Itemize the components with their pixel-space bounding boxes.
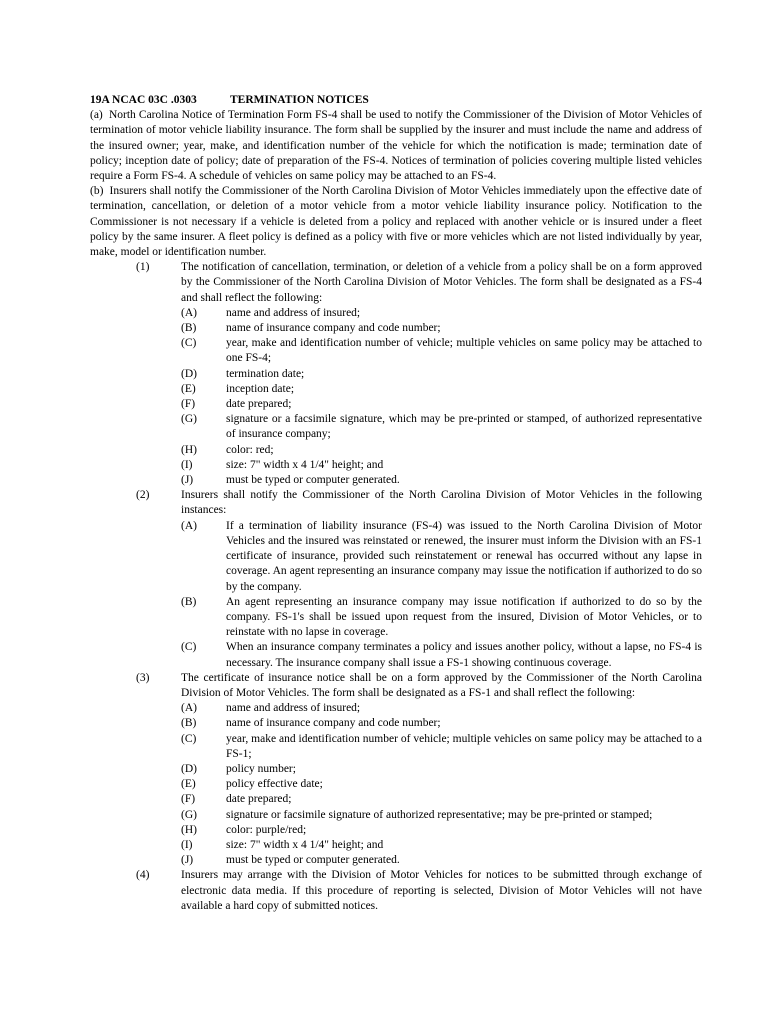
list-item-label: (2) <box>136 489 150 502</box>
sub-item-label: (D) <box>181 762 197 775</box>
sub-item-label: (E) <box>181 382 196 395</box>
sub-item <box>181 321 702 336</box>
sub-item <box>181 640 702 670</box>
sub-item-label: (A) <box>181 702 197 715</box>
sub-item-text: signature or a facsimile signature, which may be pre-printed or stamped, of authorized representative of insurance company; <box>226 413 702 441</box>
sub-item-label: (F) <box>181 793 196 806</box>
paragraph-a: (a) North Carolina Notice of Termination Form FS-4 shall be used to notify the Commissioner of the Division of Motor Vehicles of termination of motor vehicle liability insurance. The form shall be supplied by the insurer and must include the name and address of the insured owner; year, make, and identification number of the vehicle for which the notification is made; termination date of policy; inception date of policy; date of preparation of the FS-4. Notices of termination of policies covering multiple listed vehicles require a Form FS-4. A schedule of vehicles on same policy may be attached to an FS-4. <box>90 109 702 183</box>
list-item-label: (1) <box>136 261 150 274</box>
list-item-text: The notification of cancellation, termination, or deletion of a vehicle from a policy shall be on a form approved by the Commissioner of the North Carolina Division of Motor Vehicles. The form shall be designated as a FS-4 and shall reflect the following: <box>181 261 702 304</box>
paragraph-b: (b) Insurers shall notify the Commissioner of the North Carolina Division of Motor Vehicles immediately upon the effective date of termination, cancellation, or deletion of a motor vehicle from a motor vehicle liability insurance policy. Notification to the Commissioner is not necessary if a vehicle is deleted from a policy and replaced with another vehicle or is insured under a fleet policy by the same insurer. A fleet policy is defined as a policy with five or more vehicles which are not listed individually by year, make, model or identification number. <box>90 185 702 259</box>
sub-item-label: (B) <box>181 322 197 335</box>
sub-item-text: must be typed or computer generated. <box>226 474 400 487</box>
sub-item-text: policy effective date; <box>226 778 323 791</box>
sub-item-text: If a termination of liability insurance (FS-4) was issued to the North Carolina Division of Motor Vehicles and the insured was reinstated or renewed, the insurer must inform the Division with an FS-1 certificate of insurance, provided such reinstatement or renewal has occurred without any lapse in coverage. An agent representing an insurance company may issue the notification if authorized to do so by the company. <box>226 519 702 593</box>
sub-item <box>181 595 702 641</box>
sub-item-text: must be typed or computer generated. <box>226 854 400 867</box>
sub-item-text: year, make and identification number of vehicle; multiple vehicles on same policy may be attached to one FS-4; <box>226 337 702 365</box>
list-item-text: Insurers may arrange with the Division of Motor Vehicles for notices to be submitted through exchange of electronic data media. If this procedure of reporting is selected, Division of Motor Vehicles will not have available a hard copy of submitted notices. <box>181 869 702 912</box>
sub-item-label: (E) <box>181 778 196 791</box>
sub-item <box>181 519 702 595</box>
sub-item-text: name of insurance company and code number; <box>226 322 441 335</box>
sub-item-text: date prepared; <box>226 793 292 806</box>
list-item-label: (4) <box>136 869 150 882</box>
sub-item <box>181 777 702 792</box>
sub-item-label: (H) <box>181 823 197 836</box>
sub-item-text: name and address of insured; <box>226 702 361 715</box>
sub-item-label: (I) <box>181 838 193 851</box>
sub-item <box>181 716 702 731</box>
sub-item <box>181 762 702 777</box>
sub-item-label: (J) <box>181 854 194 867</box>
list-item-text: Insurers shall notify the Commissioner of the North Carolina Division of Motor Vehicles in the following instances: <box>181 489 702 517</box>
sub-item-text: inception date; <box>226 382 295 395</box>
sub-item <box>181 382 702 397</box>
sub-item-text: name and address of insured; <box>226 306 361 319</box>
sub-item-label: (A) <box>181 306 197 319</box>
sub-item-label: (B) <box>181 717 197 730</box>
sub-item-label: (I) <box>181 458 193 471</box>
sub-item <box>181 838 702 853</box>
sub-item <box>181 473 702 488</box>
sub-item <box>181 853 702 868</box>
sub-item-text: name of insurance company and code number; <box>226 717 441 730</box>
list-item-text: The certificate of insurance notice shall be on a form approved by the Commissioner of the North Carolina Division of Motor Vehicles. The form shall be designated as a FS-1 and shall reflect the following: <box>181 671 702 699</box>
sub-item-label: (B) <box>181 595 197 608</box>
list-item-3 <box>90 671 702 701</box>
sub-item <box>181 367 702 382</box>
sub-item <box>181 412 702 442</box>
sub-item-text: size: 7" width x 4 1/4" height; and <box>226 458 384 471</box>
sub-item <box>181 823 702 838</box>
sub-item-label: (A) <box>181 519 197 532</box>
sub-item-text: year, make and identification number of vehicle; multiple vehicles on same policy may be attached to a FS-1; <box>226 732 702 760</box>
sub-item <box>181 336 702 366</box>
sub-item <box>181 306 702 321</box>
sub-item-text: date prepared; <box>226 398 292 411</box>
list-item-4 <box>90 868 702 914</box>
sub-item <box>181 397 702 412</box>
sub-item-text: size: 7" width x 4 1/4" height; and <box>226 838 384 851</box>
sub-item-text: When an insurance company terminates a policy and issues another policy, without a lapse, no FS-4 is necessary. The insurance company shall issue a FS-1 showing continuous coverage. <box>226 641 702 669</box>
list-item-label: (3) <box>136 671 150 684</box>
sub-item-text: color: purple/red; <box>226 823 307 836</box>
sub-item-label: (G) <box>181 413 197 426</box>
sub-item-label: (F) <box>181 398 196 411</box>
sub-item <box>181 443 702 458</box>
sub-item-label: (C) <box>181 337 197 350</box>
sub-item <box>181 458 702 473</box>
sub-item-text: color: red; <box>226 443 274 456</box>
sub-item-text: signature or facsimile signature of authorized representative; may be pre-printed or stamped; <box>226 808 653 821</box>
sub-item-label: (C) <box>181 732 197 745</box>
list-item-2 <box>90 488 702 518</box>
sub-item-text: An agent representing an insurance company may issue notification if authorized to do so by the company. FS-1's shall be issued upon request from the insured, Division of Motor Vehicles, or to reinstate with no lapse in coverage. <box>226 595 702 639</box>
sub-item-label: (H) <box>181 443 197 456</box>
sub-item-text: policy number; <box>226 762 296 775</box>
list-item-1 <box>90 260 702 306</box>
sub-item-text: termination date; <box>226 367 305 380</box>
sub-item-label: (C) <box>181 641 197 654</box>
sub-item <box>181 732 702 762</box>
sub-item <box>181 808 702 823</box>
rule-id: 19A NCAC 03C .0303 <box>90 94 197 106</box>
document-body <box>90 93 702 914</box>
sub-item-label: (J) <box>181 474 194 487</box>
sub-item <box>181 792 702 807</box>
sub-item-label: (G) <box>181 808 197 821</box>
section-title: TERMINATION NOTICES <box>230 94 369 106</box>
section-heading <box>90 93 702 108</box>
sub-item <box>181 701 702 716</box>
sub-item-label: (D) <box>181 367 197 380</box>
